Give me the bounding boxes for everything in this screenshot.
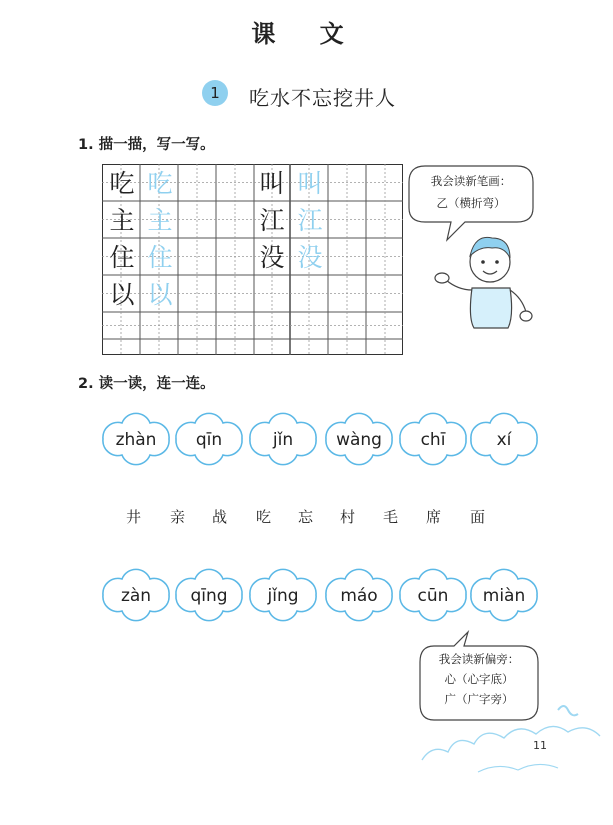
pinyin-flower[interactable] [400, 569, 466, 620]
hanzi-char[interactable]: 战 [212, 508, 228, 526]
model-char: 江 [259, 206, 285, 235]
pinyin-flower[interactable] [326, 569, 392, 620]
trace-char: 主 [147, 206, 173, 235]
hanzi-char[interactable]: 毛 [383, 508, 399, 526]
bubble-line: 我会读新偏旁： [438, 652, 520, 666]
lesson-number-badge: 1 [202, 80, 228, 106]
pinyin-flower[interactable] [176, 413, 242, 464]
hanzi-char[interactable]: 吃 [256, 508, 272, 526]
pinyin-label: xí [496, 430, 512, 450]
model-char: 吃 [109, 169, 135, 198]
bubble-line: 心（心字底） [444, 672, 514, 686]
pinyin-label: qīng [190, 586, 228, 606]
bubble-line: 我会读新笔画： [430, 174, 512, 188]
trace-char: 吃 [147, 169, 173, 198]
pinyin-flower[interactable] [250, 569, 316, 620]
pinyin-label: zhàn [115, 430, 157, 450]
lesson-title: 吃水不忘挖井人 [249, 86, 396, 110]
pinyin-flower[interactable] [471, 569, 537, 620]
model-char: 没 [259, 243, 285, 272]
boy-illustration [430, 228, 535, 333]
model-char: 主 [109, 206, 135, 235]
pinyin-flower[interactable] [176, 569, 242, 620]
pinyin-flower[interactable] [103, 569, 169, 620]
page-title: 课 文 [251, 19, 362, 48]
exercise1-heading: 1. 描一描，写一写。 [78, 137, 215, 153]
bottom-flower-row [96, 560, 546, 630]
hanzi-char[interactable]: 席 [426, 508, 442, 526]
pinyin-label: wàng [336, 430, 382, 450]
pinyin-label: qīn [195, 430, 223, 450]
hanzi-char[interactable]: 井 [126, 508, 142, 526]
trace-char: 住 [147, 243, 173, 272]
writing-grid [102, 164, 403, 355]
pinyin-label: máo [340, 586, 378, 606]
cloud-decoration [418, 700, 608, 780]
pinyin-label: jǐng [267, 586, 299, 606]
trace-char: 叫 [297, 169, 323, 198]
pinyin-flower[interactable] [471, 413, 537, 464]
model-char: 以 [109, 280, 135, 309]
model-char: 叫 [259, 169, 285, 198]
hanzi-char[interactable]: 忘 [298, 508, 314, 526]
page-number: 11 [533, 739, 547, 752]
pinyin-flower[interactable] [400, 413, 466, 464]
pinyin-label: cūn [417, 586, 449, 606]
top-flower-row [96, 404, 546, 474]
pinyin-label: miàn [482, 586, 526, 606]
bubble-line: 乙（横折弯） [436, 196, 506, 210]
pinyin-label: zàn [120, 586, 152, 606]
trace-char: 没 [297, 243, 323, 272]
bubble-line: 广（广字旁） [444, 692, 514, 706]
pinyin-flower[interactable] [326, 413, 392, 464]
pinyin-flower[interactable] [103, 413, 169, 464]
pinyin-label: chī [420, 430, 446, 450]
pinyin-flower[interactable] [250, 413, 316, 464]
trace-char: 以 [147, 280, 173, 309]
model-char: 住 [109, 243, 135, 272]
exercise2-heading: 2. 读一读，连一连。 [78, 376, 215, 392]
hanzi-char[interactable]: 亲 [170, 508, 186, 526]
trace-char: 江 [297, 206, 323, 235]
hanzi-char[interactable]: 面 [470, 508, 486, 526]
hanzi-char[interactable]: 村 [340, 508, 356, 526]
pinyin-label: jǐn [272, 430, 294, 450]
